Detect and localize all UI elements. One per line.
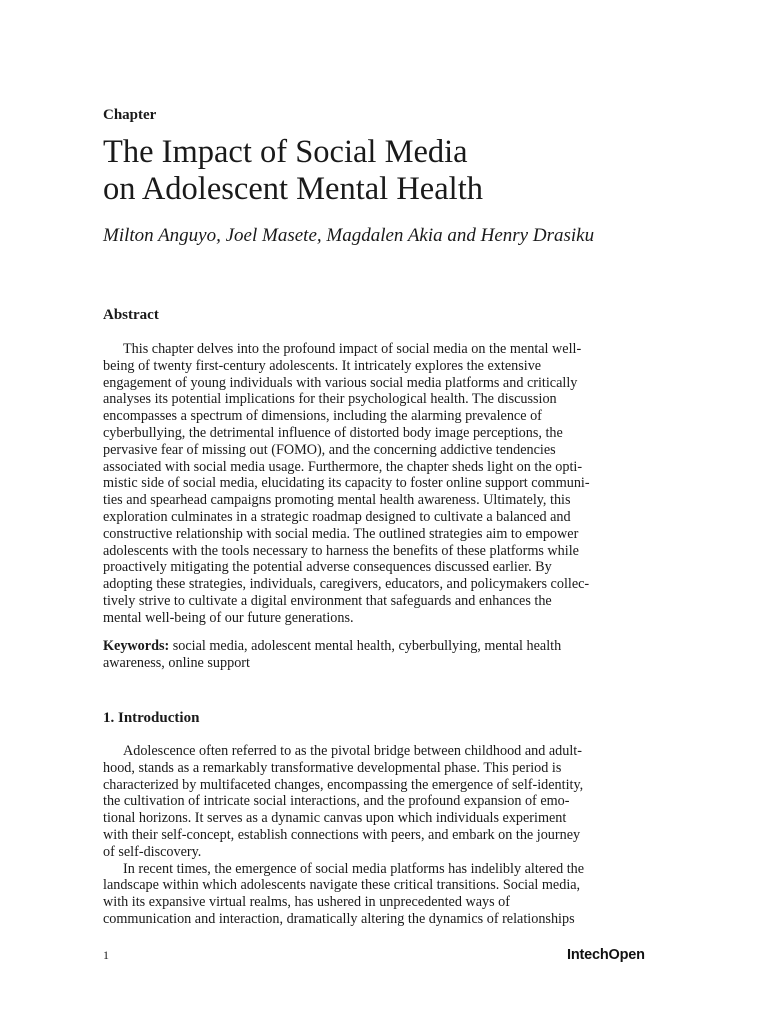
intro-line: the cultivation of intricate social interactions, and the profound expansion of emo- [103, 793, 570, 810]
introduction-body [103, 743, 651, 928]
introduction-heading: 1. Introduction [103, 710, 200, 726]
abstract-line: associated with social media usage. Furthermore, the chapter sheds light on the opti- [103, 458, 583, 475]
abstract-line: exploration culminates in a strategic roadmap designed to cultivate a balanced and [103, 508, 571, 525]
chapter-title-line-2: on Adolescent Mental Health [103, 171, 483, 207]
intro-line: with its expansive virtual realms, has ushered in unprecedented ways of [103, 894, 510, 911]
abstract-line: cyberbullying, the detrimental influence of distorted body image perceptions, the [103, 424, 563, 441]
intro-line: tional horizons. It serves as a dynamic canvas upon which individuals experiment [103, 810, 567, 827]
abstract-line: proactively mitigating the potential adverse consequences discussed earlier. By [103, 559, 552, 576]
intro-line: characterized by multifaceted changes, encompassing the emergence of self-identity, [103, 776, 584, 793]
abstract-line: encompasses a spectrum of dimensions, including the alarming prevalence of [103, 408, 542, 425]
chapter-title [103, 134, 663, 208]
abstract-line: adopting these strategies, individuals, caregivers, educators, and policymakers collec- [103, 576, 590, 593]
keywords-line-1 [103, 638, 651, 655]
intro-line: of self-discovery. [103, 843, 202, 860]
publisher-logo: IntechOpen [567, 947, 645, 963]
abstract-line: tively strive to cultivate a digital environment that safeguards and enhances the [103, 592, 552, 609]
abstract-line: mental well-being of our future generations. [103, 609, 354, 626]
abstract-line: engagement of young individuals with various social media platforms and critically [103, 374, 578, 391]
chapter-title-line-1: The Impact of Social Media [103, 134, 468, 170]
page-number: 1 [103, 948, 109, 962]
intro-line: Adolescence often referred to as the pivotal bridge between childhood and adult- [123, 743, 582, 759]
intro-line: In recent times, the emergence of social media platforms has indelibly altered the [123, 860, 585, 877]
keywords-text: social media, adolescent mental health, cyberbullying, mental health [169, 638, 562, 654]
abstract-line: mistic side of social media, elucidating its capacity to foster online support communi- [103, 475, 590, 492]
keywords-block [103, 638, 651, 672]
abstract-line: adolescents with the tools necessary to harness the benefits of these platforms while [103, 542, 579, 559]
abstract-line: analyses its potential implications for their psychological health. The discussion [103, 391, 557, 408]
keywords-line-2: awareness, online support [103, 654, 250, 671]
abstract-body [103, 341, 651, 627]
abstract-line: pervasive fear of missing out (FOMO), and the concerning addictive tendencies [103, 441, 556, 458]
abstract-line: being of twenty first-century adolescents. It intricately explores the extensive [103, 357, 542, 374]
intro-line: hood, stands as a remarkably transformative developmental phase. This period is [103, 759, 562, 776]
abstract-line: This chapter delves into the profound impact of social media on the mental well- [123, 341, 582, 357]
keywords-label: Keywords: [103, 638, 170, 654]
intro-line: with their self-concept, establish connections with peers, and embark on the journey [103, 826, 581, 843]
chapter-label: Chapter [103, 107, 157, 123]
intro-line: landscape within which adolescents navigate these critical transitions. Social media, [103, 877, 581, 894]
abstract-heading: Abstract [103, 307, 159, 323]
abstract-line: ties and spearhead campaigns promoting mental health awareness. Ultimately, this [103, 492, 571, 509]
author-list: Milton Anguyo, Joel Masete, Magdalen Akia and Henry Drasiku [103, 225, 595, 246]
intro-line: communication and interaction, dramatically altering the dynamics of relationships [103, 910, 575, 927]
abstract-line: constructive relationship with social media. The outlined strategies aim to empower [103, 525, 579, 542]
